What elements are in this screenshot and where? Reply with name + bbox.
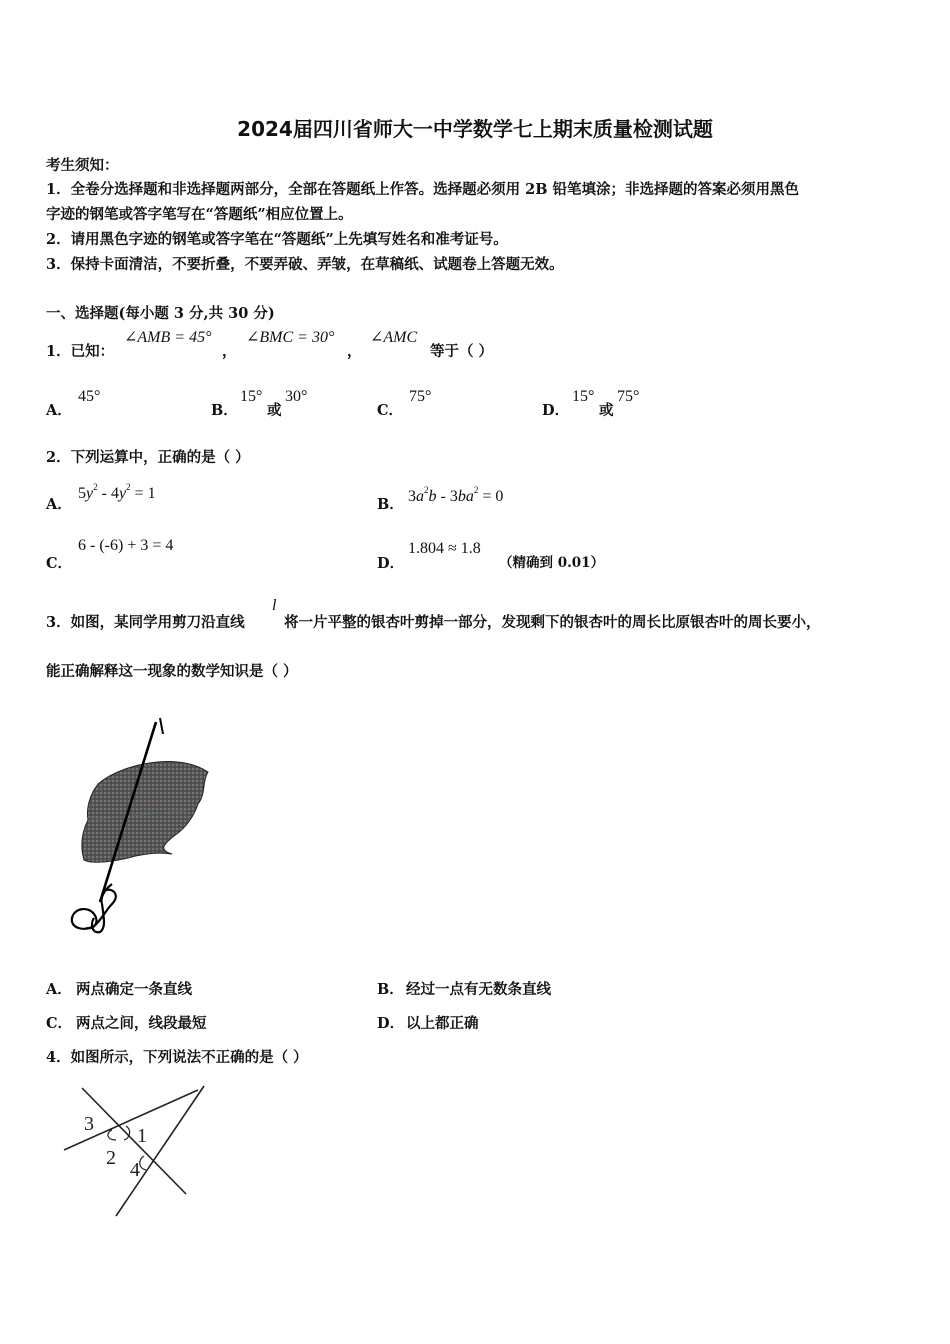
q1-option-a-value: 45° [78, 388, 101, 405]
q4-stem: 4．如图所示，下列说法不正确的是（ ） [46, 1049, 308, 1066]
line-c [116, 1086, 204, 1216]
notice-heading: 考生须知： [46, 157, 119, 174]
q1-prefix: 1．已知： [46, 343, 115, 360]
q1-option-a-label: A． [46, 402, 72, 419]
q3-option-d-text: 以上都正确 [406, 1015, 479, 1032]
q2-stem: 2．下列运算中，正确的是（ ） [46, 449, 250, 466]
q1-expr-amc: ∠AMC [370, 329, 418, 346]
q3-option-a-text: 两点确定一条直线 [76, 981, 192, 998]
q1-option-b-value-1: 15° [240, 388, 263, 405]
notice-line-2: 2．请用黑色字迹的钢笔或答字笔在“答题纸”上先填写姓名和准考证号。 [46, 231, 508, 248]
notice-line-3: 3．保持卡面清洁，不要折叠，不要弄破、弄皱，在草稿纸、试题卷上答题无效。 [46, 256, 564, 273]
angle-label-2: 2 [106, 1147, 116, 1169]
q1-expr-amb: ∠AMB = 45° [124, 329, 212, 346]
q3-option-b-text: 经过一点有无数条直线 [406, 981, 551, 998]
q3-stem-a: 3．如图，某同学用剪刀沿直线 [46, 614, 245, 631]
q3-var-l: l [272, 597, 277, 614]
page-title: 2024届四川省师大一中学数学七上期末质量检测试题 [237, 117, 713, 141]
section-heading: 一、选择题(每小题 3 分,共 30 分) [46, 305, 275, 322]
q1-comma-1: ， [222, 343, 237, 360]
q1-option-d-or: 或 [599, 402, 614, 419]
q3-option-d-label: D． [377, 1015, 405, 1032]
q3-leaf-scissors-figure [60, 712, 220, 942]
q2-option-c-label: C． [46, 555, 73, 572]
angle-label-3: 3 [84, 1113, 94, 1135]
q1-option-b-or: 或 [267, 402, 282, 419]
q3-stem-b: 将一片平整的银杏叶剪掉一部分，发现剩下的银杏叶的周长比原银杏叶的周长要小， [284, 614, 821, 631]
q3-option-c-text: 两点之间，线段最短 [76, 1015, 207, 1032]
q2-option-a-expr: $5y^2 - 4y^2 = 1$ [78, 482, 156, 502]
q1-option-c-label: C． [377, 402, 404, 419]
q1-option-d-label: D． [542, 402, 570, 419]
q2-option-d-label: D． [377, 555, 405, 572]
q4-angles-figure [60, 1080, 210, 1225]
angle-label-4: 4 [130, 1159, 140, 1181]
leaf-shape [82, 761, 208, 862]
q1-option-c-value: 75° [409, 388, 432, 405]
q1-option-b-value-2: 30° [285, 388, 308, 405]
q1-expr-bmc: ∠BMC = 30° [246, 329, 335, 346]
q3-option-c-label: C． [46, 1015, 73, 1032]
angle-label-1: 1 [137, 1125, 147, 1147]
scissors-icon [72, 884, 116, 932]
q2-option-b-expr: $3a^2b - 3ba^2 = 0$ [408, 485, 504, 505]
q3-option-a-label: A． [46, 981, 72, 998]
q3-stem-c: 能正确解释这一现象的数学知识是（ ） [46, 663, 298, 680]
q2-option-b-label: B． [377, 496, 404, 513]
q2-option-c-expr: 6 - (-6) + 3 = 4 [78, 537, 174, 554]
notice-line-1a: 1．全卷分选择题和非选择题两部分，全部在答题纸上作答。选择题必须用 2B 铅笔填涂；非选择题的答案必须用黑色 [46, 181, 800, 198]
q3-option-b-label: B． [377, 981, 404, 998]
q1-option-d-value-1: 15° [572, 388, 595, 405]
q2-option-d-expr: 1.804 ≈ 1.8 [408, 540, 481, 557]
q1-suffix: 等于（ ） [430, 343, 494, 360]
q1-option-b-label: B． [211, 402, 238, 419]
q2-option-d-note: （精确到 0.01） [499, 555, 605, 571]
q1-option-d-value-2: 75° [617, 388, 640, 405]
q1-comma-2: ， [347, 343, 362, 360]
notice-line-1b: 字迹的钢笔或答字笔写在“答题纸”相应位置上。 [46, 206, 353, 223]
q2-option-a-label: A． [46, 496, 72, 513]
